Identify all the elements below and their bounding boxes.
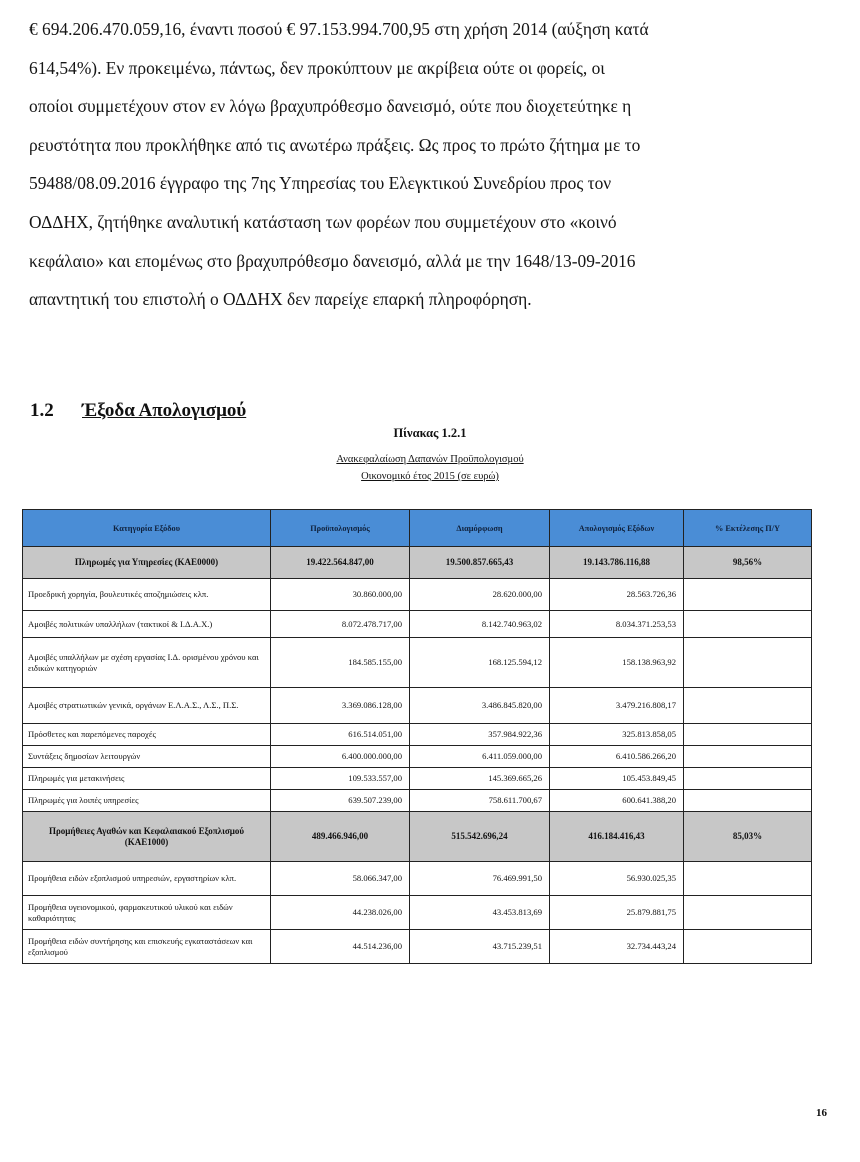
- cell-budget: 6.400.000.000,00: [271, 746, 410, 768]
- cell-category: Προμήθεια ειδών συντήρησης και επισκευής εγκαταστάσεων και εξοπλισμού: [23, 930, 271, 964]
- cell-execution-pct: [684, 746, 812, 768]
- cell-budget: 44.514.236,00: [271, 930, 410, 964]
- cell-actual: 32.734.443,24: [550, 930, 684, 964]
- cell-execution-pct: [684, 724, 812, 746]
- cell-formed: 43.453.813,69: [410, 896, 550, 930]
- table-group-row: [23, 547, 812, 579]
- cell-category: Πρόσθετες και παρεπόμενες παροχές: [23, 724, 271, 746]
- cell-actual: 600.641.388,20: [550, 790, 684, 812]
- table-row: [23, 768, 812, 790]
- paragraph-line: € 694.206.470.059,16, έναντι ποσού € 97.153.994.700,95 στη χρήση 2014 (αύξηση κατά: [29, 19, 649, 39]
- cell-actual: 56.930.025,35: [550, 862, 684, 896]
- table-caption-year: Οικονομικό έτος 2015 (σε ευρώ): [361, 471, 499, 482]
- cell-execution-pct: 85,03%: [684, 812, 812, 862]
- cell-formed: 43.715.239,51: [410, 930, 550, 964]
- paragraph-line: απαντητική του επιστολή ο ΟΔΔΗΧ δεν παρείχε επαρκή πληροφόρηση.: [29, 289, 532, 310]
- header-actual: Απολογισμός Εξόδων: [550, 510, 684, 547]
- table-row: [23, 724, 812, 746]
- cell-category: Προμήθειες Αγαθών και Κεφαλαιακού Εξοπλισμού (ΚΑΕ1000): [23, 812, 271, 862]
- cell-budget: 109.533.557,00: [271, 768, 410, 790]
- cell-budget: 44.238.026,00: [271, 896, 410, 930]
- cell-execution-pct: [684, 611, 812, 638]
- header-formed: Διαμόρφωση: [410, 510, 550, 547]
- cell-execution-pct: [684, 688, 812, 724]
- cell-budget: 8.072.478.717,00: [271, 611, 410, 638]
- cell-execution-pct: 98,56%: [684, 547, 812, 579]
- cell-category: Πληρωμές για Υπηρεσίες (ΚΑΕ0000): [23, 547, 271, 579]
- paragraph-line: 59488/08.09.2016 έγγραφο της 7ης Υπηρεσίας του Ελεγκτικού Συνεδρίου προς τον: [29, 173, 612, 194]
- cell-execution-pct: [684, 768, 812, 790]
- cell-actual: 6.410.586.266,20: [550, 746, 684, 768]
- page-number: 16: [816, 1107, 827, 1119]
- cell-formed: 515.542.696,24: [410, 812, 550, 862]
- paragraph-line: οποίοι συμμετέχουν στον εν λόγω βραχυπρόθεσμο δανεισμό, ούτε που διοχετεύτηκε η: [29, 96, 632, 117]
- section-number: 1.2: [30, 400, 54, 421]
- cell-formed: 168.125.594,12: [410, 638, 550, 688]
- paragraph-line: ΟΔΔΗΧ, ζητήθηκε αναλυτική κατάσταση των φορέων που συμμετέχουν στο «κοινό: [29, 211, 617, 232]
- body-paragraph: [29, 10, 827, 319]
- cell-category: Πληρωμές για μετακινήσεις: [23, 768, 271, 790]
- cell-actual: 158.138.963,92: [550, 638, 684, 688]
- paragraph-line: 614,54%). Εν προκειμένω, πάντως, δεν προκύπτουν με ακρίβεια ούτε οι φορείς, οι: [29, 57, 605, 78]
- section-title: Έξοδα Απολογισμού: [82, 400, 247, 421]
- paragraph-line: ρευστότητα που προκλήθηκε από τις ανωτέρω πράξεις. Ως προς το πρώτο ζήτημα με το: [29, 134, 641, 155]
- cell-budget: 30.860.000,00: [271, 579, 410, 611]
- cell-actual: 25.879.881,75: [550, 896, 684, 930]
- cell-execution-pct: [684, 930, 812, 964]
- cell-budget: 184.585.155,00: [271, 638, 410, 688]
- cell-category: Προεδρική χορηγία, βουλευτικές αποζημιώσεις κλπ.: [23, 579, 271, 611]
- table-row: [23, 896, 812, 930]
- cell-budget: 489.466.946,00: [271, 812, 410, 862]
- cell-execution-pct: [684, 862, 812, 896]
- cell-formed: 357.984.922,36: [410, 724, 550, 746]
- cell-formed: 8.142.740.963,02: [410, 611, 550, 638]
- cell-execution-pct: [684, 790, 812, 812]
- cell-budget: 616.514.051,00: [271, 724, 410, 746]
- cell-budget: 19.422.564.847,00: [271, 547, 410, 579]
- cell-formed: 19.500.857.665,43: [410, 547, 550, 579]
- cell-formed: 28.620.000,00: [410, 579, 550, 611]
- cell-actual: 8.034.371.253,53: [550, 611, 684, 638]
- cell-category: Προμήθεια ειδών εξοπλισμού υπηρεσιών, εργαστηρίων κλπ.: [23, 862, 271, 896]
- cell-budget: 639.507.239,00: [271, 790, 410, 812]
- cell-actual: 105.453.849,45: [550, 768, 684, 790]
- table-row: [23, 688, 812, 724]
- cell-budget: 58.066.347,00: [271, 862, 410, 896]
- cell-execution-pct: [684, 896, 812, 930]
- table-row: [23, 746, 812, 768]
- table-row: [23, 930, 812, 964]
- cell-execution-pct: [684, 579, 812, 611]
- table-row: [23, 862, 812, 896]
- table-row: [23, 638, 812, 688]
- table-row: [23, 790, 812, 812]
- cell-actual: 19.143.786.116,88: [550, 547, 684, 579]
- paragraph-line: κεφάλαιο» και επομένως στο βραχυπρόθεσμο δανεισμό, αλλά με την 1648/13-09-2016: [29, 250, 636, 271]
- cell-category: Προμήθεια υγειονομικού, φαρμακευτικού υλικού και ειδών καθαριότητας: [23, 896, 271, 930]
- cell-category: Αμοιβές υπαλλήλων με σχέση εργασίας Ι.Δ. ορισμένου χρόνου και ειδικών κατηγοριών: [23, 638, 271, 688]
- cell-actual: 3.479.216.808,17: [550, 688, 684, 724]
- table-caption-subtitle: Ανακεφαλαίωση Δαπανών Προϋπολογισμού: [336, 454, 524, 465]
- budget-table: [22, 509, 812, 964]
- cell-execution-pct: [684, 638, 812, 688]
- cell-formed: 145.369.665,26: [410, 768, 550, 790]
- cell-category: Συντάξεις δημοσίων λειτουργών: [23, 746, 271, 768]
- cell-actual: 325.813.858,05: [550, 724, 684, 746]
- table-body: [23, 547, 812, 964]
- header-budget: Προϋπολογισμός: [271, 510, 410, 547]
- table-group-row: [23, 812, 812, 862]
- table-header-row: [23, 510, 812, 547]
- cell-formed: 76.469.991,50: [410, 862, 550, 896]
- section-heading: [30, 400, 246, 422]
- table-row: [23, 579, 812, 611]
- cell-formed: 758.611.700,67: [410, 790, 550, 812]
- table-row: [23, 611, 812, 638]
- table-caption-title: Πίνακας 1.2.1: [393, 426, 467, 440]
- header-execution-pct: % Εκτέλεσης Π/Υ: [684, 510, 812, 547]
- cell-category: Αμοιβές πολιτικών υπαλλήλων (τακτικοί & Ι.Δ.Α.Χ.): [23, 611, 271, 638]
- cell-budget: 3.369.086.128,00: [271, 688, 410, 724]
- cell-formed: 6.411.059.000,00: [410, 746, 550, 768]
- header-category: Κατηγορία Εξόδου: [23, 510, 271, 547]
- cell-formed: 3.486.845.820,00: [410, 688, 550, 724]
- cell-actual: 28.563.726,36: [550, 579, 684, 611]
- cell-category: Πληρωμές για λοιπές υπηρεσίες: [23, 790, 271, 812]
- cell-category: Αμοιβές στρατιωτικών γενικά, οργάνων Ε.Λ.Α.Σ., Λ.Σ., Π.Σ.: [23, 688, 271, 724]
- cell-actual: 416.184.416,43: [550, 812, 684, 862]
